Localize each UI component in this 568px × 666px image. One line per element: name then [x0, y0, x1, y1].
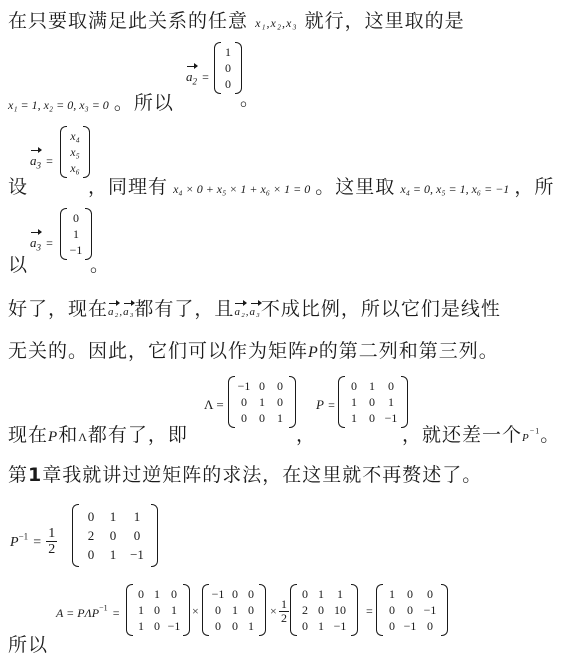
text-line-3	[88, 172, 554, 199]
text-line-2	[8, 88, 174, 115]
matrix-final-p: 0 1 0 1 0 1 1 0 −1	[126, 584, 190, 636]
matrix-final-p-inverse: 0 1 1 2 0 10 0 1 −1	[290, 584, 358, 636]
p-inverse-label: $P^{-1}$ = $\frac{1}{2}$	[10, 526, 56, 557]
paragraph-line-1: 好了，现在a₂,a₃都有了，且a₂,a₃不成比例，所以它们是线性	[8, 298, 501, 320]
text-segment: ，	[296, 424, 317, 446]
text-line-1	[8, 6, 465, 33]
text-segment: 。	[90, 254, 111, 276]
paragraph-line-2: 无关的。因此，它们可以作为矩阵P的第二列和第三列。	[8, 340, 499, 362]
text-line-matrices-tail: ，就还差一个$P^{-1}$。	[402, 424, 561, 446]
math-expression: x₄ = 0, x₅ = 1, x₆ = −1	[400, 182, 510, 196]
matrix-a2: 1 0 0	[214, 42, 242, 94]
text-segment: ，所	[514, 176, 555, 198]
text-segment: 设	[8, 176, 29, 198]
chapter-reference-line: 第1章我就讲过逆矩阵的求法，在这里就不再赘述了。	[8, 464, 483, 486]
lambda-label: Λ =	[204, 397, 224, 412]
text-segment: ，同理有	[88, 176, 169, 198]
times-symbol: ×	[270, 604, 277, 618]
matrix-final-result: 1 0 0 0 0 −1 0 −1 0	[376, 584, 448, 636]
times-symbol: ×	[192, 604, 199, 618]
text-segment: 。这里取	[315, 176, 396, 198]
vector-label-a2: $a_2$ =	[186, 69, 209, 87]
text-segment: 以	[8, 254, 29, 276]
matrix-final-lambda: −1 0 0 0 1 0 0 0 1	[202, 584, 266, 636]
math-expression: x₄ × 0 + x₅ × 1 + x₆ × 1 = 0	[173, 182, 311, 196]
vector-label-a3-value: $a_3$ =	[30, 235, 53, 253]
fraction-half: $\frac{1}{2}$	[281, 597, 287, 625]
math-expression: x₁ = 1, x₂ = 0, x₃ = 0	[8, 98, 109, 112]
p-label: P =	[316, 397, 335, 412]
math-vars: x₁,x₂,x₃	[255, 16, 298, 30]
matrix-lambda: −1 0 0 0 1 0 0 0 1	[228, 376, 296, 428]
text-segment: 。所以	[113, 92, 174, 114]
matrix-a3-value: 0 1 −1	[60, 208, 92, 260]
matrix-a3-symbolic: x₄ x₅ x₆	[60, 126, 90, 178]
text-segment: 所以	[8, 634, 49, 656]
matrix-p-inverse: 0 1 1 2 0 0 0 1 −1	[72, 504, 158, 567]
vector-label-a3: $a_3$ =	[30, 153, 53, 171]
text-segment: 在只要取满足此关系的任意	[8, 10, 249, 32]
text-segment: 。	[240, 88, 261, 110]
fraction-half: $\frac{1}{2}$	[48, 526, 56, 557]
equals-symbol: =	[366, 604, 373, 618]
final-lhs: $A = P\Lambda P^{-1}$ =	[56, 603, 120, 620]
text-segment: 就行，这里取的是	[304, 10, 465, 32]
text-line-matrices: 现在P和Λ都有了，即	[8, 424, 188, 446]
matrix-p: 0 1 0 1 0 1 1 0 −1	[338, 376, 408, 428]
